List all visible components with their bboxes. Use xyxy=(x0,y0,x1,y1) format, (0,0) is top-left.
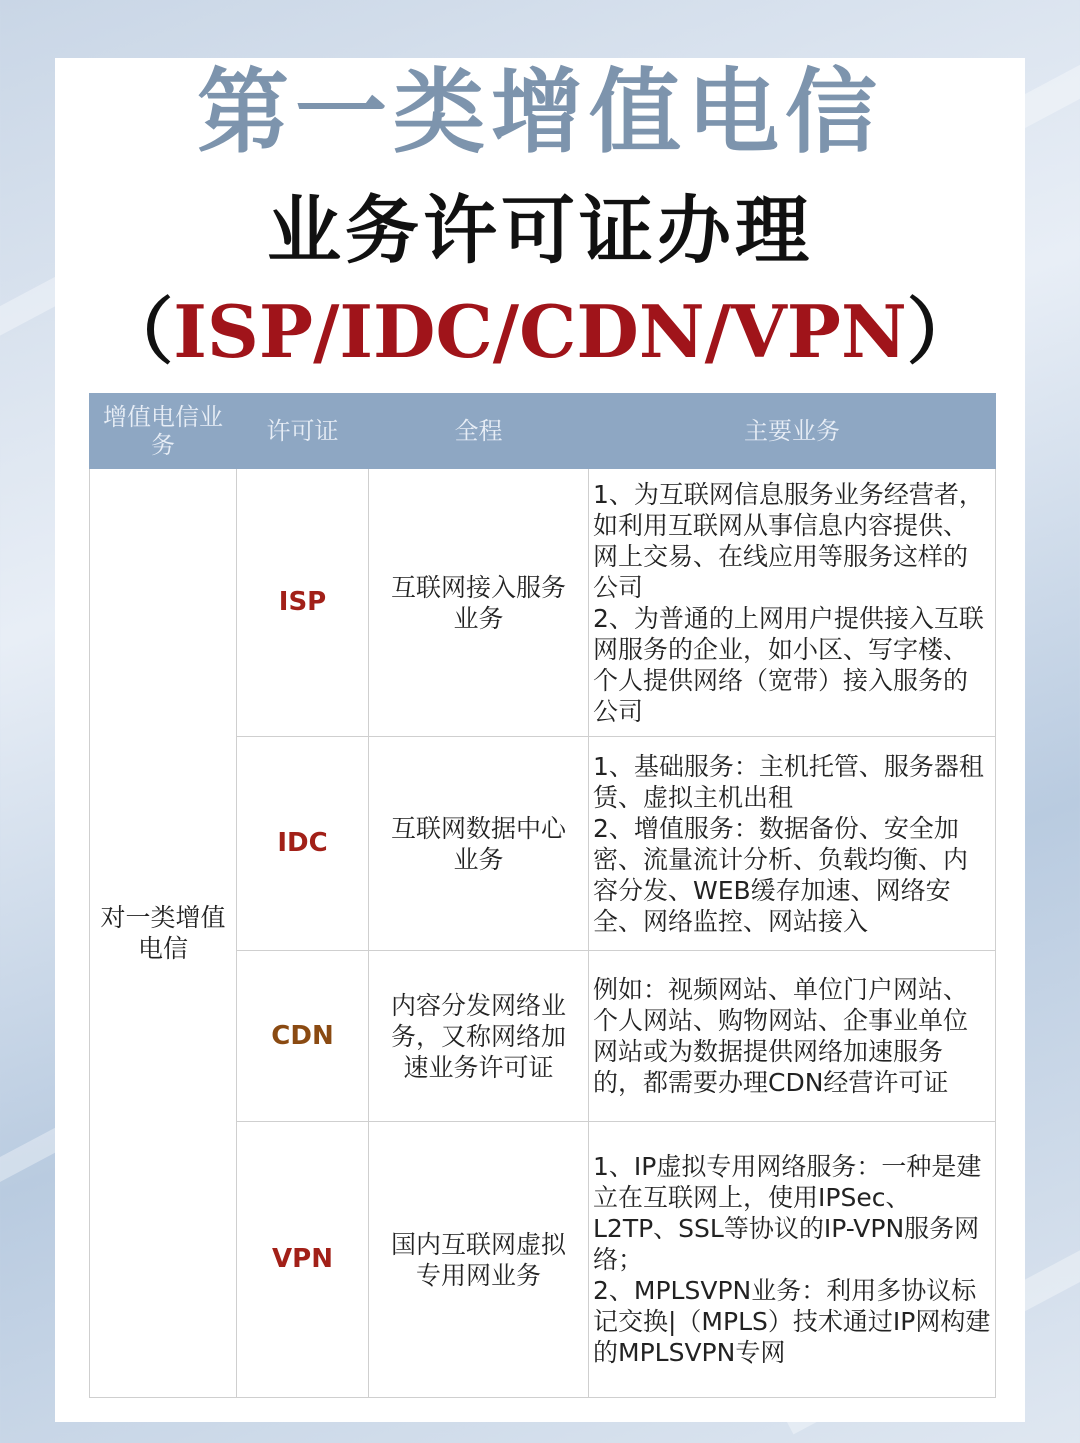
main-business-cell xyxy=(589,737,996,951)
main-business-text: 1、为互联网信息服务业务经营者，如利用互联网从事信息内容提供、网上交易、在线应用等服务这样的公司 2、为普通的上网用户提供接入互联网服务的企业，如小区、写字楼、个人提供网络（宽带）接入服务的公司 xyxy=(593,479,984,726)
header-full-name: 全程 xyxy=(369,394,589,469)
main-business-text: 1、基础服务：主机托管、服务器租赁、虚拟主机出租 2、增值服务：数据备份、安全加密、流量流计分析、负载均衡、内容分发、WEB缓存加速、网络安全、网络监控、网站接入 xyxy=(593,751,984,936)
license-cell: VPN xyxy=(237,1122,369,1398)
title-line-3 xyxy=(0,289,1080,374)
header-license: 许可证 xyxy=(237,394,369,469)
full-name-cell: 互联网接入服务业务 xyxy=(369,469,589,737)
license-cell: ISP xyxy=(237,469,369,737)
license-cell: IDC xyxy=(237,737,369,951)
main-business-cell xyxy=(589,1122,996,1398)
full-name-cell: 互联网数据中心业务 xyxy=(369,737,589,951)
title-paren-close: ） xyxy=(906,289,979,374)
main-business-text: 1、IP虚拟专用网络服务：一种是建立在互联网上，使用IPSec、L2TP、SSL等协议的IP-VPN服务网络； 2、MPLSVPN业务：利用多协议标记交换|（MPLS）技术通过IP网构建的MPLSVPN专网 xyxy=(593,1152,991,1367)
header-service-type: 增值电信业务 xyxy=(90,394,237,469)
full-name-cell: 内容分发网络业务，又称网络加速业务许可证 xyxy=(369,951,589,1122)
title-paren-open: （ xyxy=(101,289,174,374)
title-license-list: ISP/IDC/CDN/VPN xyxy=(173,289,907,374)
full-name-cell: 国内互联网虚拟专用网业务 xyxy=(369,1122,589,1398)
license-table xyxy=(89,393,996,1398)
main-business-cell xyxy=(589,951,996,1122)
main-business-cell xyxy=(589,469,996,737)
table-row xyxy=(90,469,996,737)
license-cell: CDN xyxy=(237,951,369,1122)
table-header-row xyxy=(90,394,996,469)
title-line-2: 业务许可证办理 xyxy=(267,188,813,274)
title-line-1: 第一类增值电信 xyxy=(196,58,883,166)
category-cell: 对一类增值电信 xyxy=(90,469,237,1398)
header-main-business: 主要业务 xyxy=(589,394,996,469)
main-business-text: 例如：视频网站、单位门户网站、个人网站、购物网站、企事业单位网站或为数据提供网络加速服务的，都需要办理CDN经营许可证 xyxy=(593,975,969,1097)
